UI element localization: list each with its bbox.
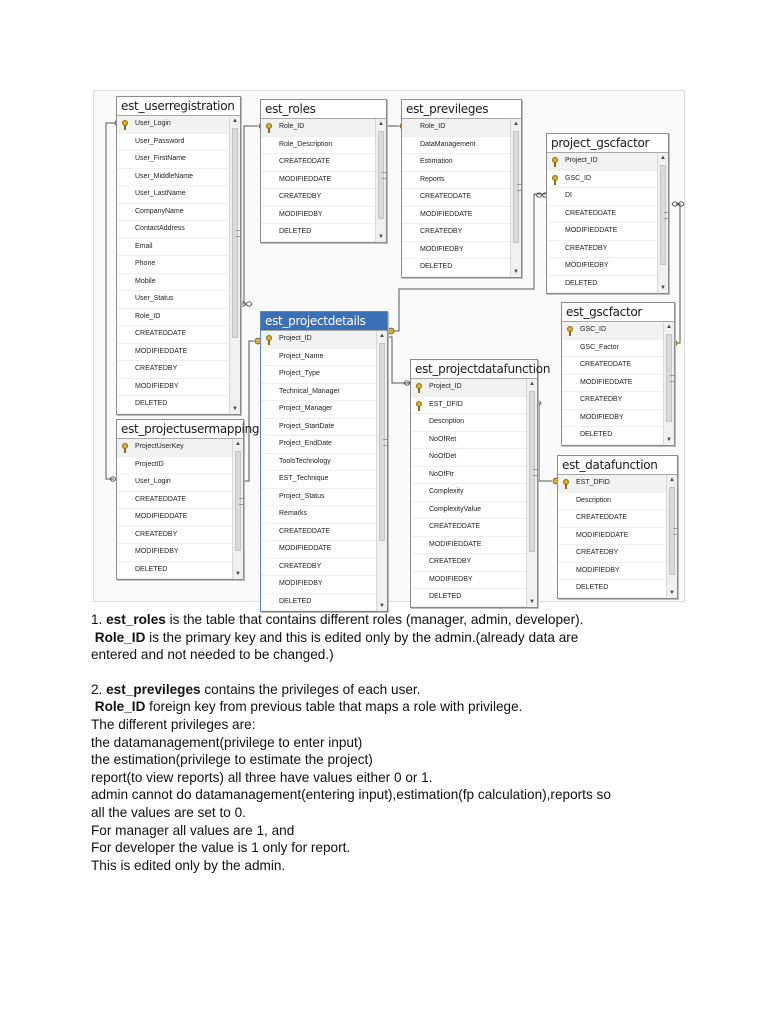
table-column[interactable]: EST_Technique xyxy=(261,471,376,489)
rel-project-datafunction-line xyxy=(387,337,410,383)
table-scrollbar[interactable] xyxy=(657,153,668,293)
scroll-grip-icon xyxy=(664,212,668,219)
table-title[interactable]: est_previleges xyxy=(402,100,521,119)
table-column[interactable]: DELETED xyxy=(558,580,666,598)
para-2-line: This is edited only by the admin. xyxy=(91,857,286,873)
scroll-down-arrow-icon[interactable]: ▼ xyxy=(660,285,666,291)
table-scrollbar[interactable] xyxy=(375,119,386,242)
table-title[interactable]: est_projectdatafunction xyxy=(411,360,537,379)
table-est-roles[interactable] xyxy=(260,99,387,243)
scroll-up-arrow-icon[interactable]: ▲ xyxy=(235,441,241,447)
scroll-grip-icon xyxy=(236,230,240,237)
table-column[interactable]: User_FirstName xyxy=(117,151,229,169)
table-column[interactable]: ProjectID xyxy=(117,457,232,475)
table-column[interactable]: CREATEDBY xyxy=(261,559,376,577)
table-column[interactable]: DELETED xyxy=(261,224,375,242)
database-diagram xyxy=(93,90,685,609)
table-column[interactable]: CREATEDBY xyxy=(261,189,375,207)
table-column[interactable]: GSC_Factor xyxy=(562,340,663,358)
table-column[interactable]: DELETED xyxy=(402,259,510,277)
table-column[interactable]: Role_ID xyxy=(402,119,510,137)
table-column[interactable]: MODIFIEDDATE xyxy=(261,541,376,559)
table-column[interactable]: NoOfRet xyxy=(411,432,526,450)
table-column[interactable]: CREATEDBY xyxy=(117,527,232,545)
table-column[interactable]: Technical_Manager xyxy=(261,384,376,402)
table-column[interactable]: CREATEDBY xyxy=(411,554,526,572)
para-2-line-2: Role_ID foreign key from previous table that maps a role with privilege. xyxy=(94,699,523,715)
table-column[interactable]: CREATEDDATE xyxy=(547,206,657,224)
scroll-up-arrow-icon[interactable]: ▲ xyxy=(513,121,519,127)
table-column[interactable]: CREATEDBY xyxy=(402,224,510,242)
table-title[interactable]: project_gscfactor xyxy=(547,134,668,153)
para-2-line: admin cannot do datamanagement(entering input),estimation(fp calculation),reports so xyxy=(91,787,611,803)
table-column[interactable]: DELETED xyxy=(117,396,229,414)
table-scrollbar[interactable] xyxy=(229,116,240,414)
table-column[interactable]: MODIFIEDBY xyxy=(558,563,666,581)
primary-key-column[interactable]: Project_ID xyxy=(261,331,376,349)
table-column[interactable]: MODIFIEDDATE xyxy=(562,375,663,393)
table-column[interactable]: Project_Manager xyxy=(261,401,376,419)
table-column[interactable]: DELETED xyxy=(117,562,232,580)
table-column[interactable]: MODIFIEDDATE xyxy=(558,528,666,546)
table-column[interactable]: MODIFIEDBY xyxy=(261,207,375,225)
primary-key-column[interactable]: EST_DFID xyxy=(411,397,526,415)
scroll-up-arrow-icon[interactable]: ▲ xyxy=(232,118,238,124)
infinity-endpoint-icon xyxy=(672,202,684,207)
table-column[interactable]: Project_StartDate xyxy=(261,419,376,437)
table-column[interactable]: CREATEDBY xyxy=(562,392,663,410)
table-column[interactable]: Description xyxy=(558,493,666,511)
table-column[interactable]: DELETED xyxy=(411,589,526,607)
table-column[interactable]: MODIFIEDBY xyxy=(117,379,229,397)
scroll-thumb[interactable] xyxy=(379,343,385,541)
para-2-line: For manager all values are 1, and xyxy=(91,822,295,838)
para-2-line: The different privileges are: xyxy=(91,716,256,732)
scroll-thumb[interactable] xyxy=(235,451,241,551)
table-column[interactable]: User_MiddleName xyxy=(117,169,229,187)
scroll-up-arrow-icon[interactable]: ▲ xyxy=(660,155,666,161)
scroll-up-arrow-icon[interactable]: ▲ xyxy=(669,477,675,483)
primary-key-column[interactable]: GSC_ID xyxy=(562,322,663,340)
scroll-down-arrow-icon[interactable]: ▼ xyxy=(235,571,241,577)
table-column[interactable]: Complexity xyxy=(411,484,526,502)
scroll-thumb[interactable] xyxy=(669,487,675,575)
table-scrollbar[interactable] xyxy=(232,439,243,579)
table-column[interactable]: CREATEDDATE xyxy=(117,326,229,344)
table-column[interactable]: CREATEDDATE xyxy=(261,524,376,542)
table-est-previleges[interactable] xyxy=(401,99,522,278)
key-endpoint-icon xyxy=(388,328,394,334)
table-column[interactable]: CREATEDBY xyxy=(547,241,657,259)
table-scrollbar[interactable] xyxy=(376,331,387,611)
table-column[interactable]: Estimation xyxy=(402,154,510,172)
table-column[interactable]: MODIFIEDBY xyxy=(547,258,657,276)
table-column[interactable]: CREATEDDATE xyxy=(562,357,663,375)
table-column[interactable]: ToolsTechnology xyxy=(261,454,376,472)
table-column[interactable]: CREATEDDATE xyxy=(411,519,526,537)
scroll-grip-icon xyxy=(239,498,243,505)
para-1-line-3: entered and not needed to be changed.) xyxy=(91,647,334,663)
primary-key-column[interactable]: EST_DFID xyxy=(558,475,666,493)
scroll-thumb[interactable] xyxy=(529,391,535,552)
table-column[interactable]: CREATEDDATE xyxy=(117,492,232,510)
table-column[interactable]: User_LastName xyxy=(117,186,229,204)
para-2-line-1: 2. est_previleges contains the privileges of each user. xyxy=(91,681,421,697)
table-column[interactable]: Email xyxy=(117,239,229,257)
scroll-down-arrow-icon[interactable]: ▼ xyxy=(666,436,672,443)
rel-role-userreg-line xyxy=(239,126,258,304)
table-est-gscfactor[interactable] xyxy=(561,302,675,446)
table-est-projectdetails[interactable] xyxy=(260,311,388,612)
table-column[interactable]: Phone xyxy=(117,256,229,274)
table-column[interactable]: Project_EndDate xyxy=(261,436,376,454)
primary-key-column[interactable]: GSC_ID xyxy=(547,171,657,189)
table-column[interactable]: MODIFIEDBY xyxy=(562,410,663,428)
table-column[interactable]: Project_Status xyxy=(261,489,376,507)
primary-key-column[interactable]: Role_ID xyxy=(261,119,375,137)
table-est-projectdatafunction[interactable] xyxy=(410,359,551,608)
scroll-down-arrow-icon[interactable]: ▼ xyxy=(529,598,535,605)
table-column[interactable]: Role_ID xyxy=(117,309,229,327)
scroll-grip-icon xyxy=(673,528,677,535)
table-project-gscfactor[interactable] xyxy=(546,133,669,294)
table-column[interactable]: Mobile xyxy=(117,274,229,292)
scroll-up-arrow-icon[interactable]: ▲ xyxy=(378,121,384,127)
primary-key-column[interactable]: User_Login xyxy=(117,116,229,134)
table-column[interactable]: ContactAddress xyxy=(117,221,229,239)
table-scrollbar[interactable] xyxy=(666,475,677,598)
table-column[interactable]: DataManagement xyxy=(402,137,510,155)
scroll-down-arrow-icon[interactable]: ▼ xyxy=(379,603,385,609)
table-title[interactable]: est_projectdetails xyxy=(261,312,387,331)
table-title[interactable]: est_projectusermapping xyxy=(117,420,243,439)
table-column[interactable]: MODIFIEDBY xyxy=(261,576,376,594)
para-2-line: all the values are set to 0. xyxy=(91,804,246,820)
description-text xyxy=(91,611,681,874)
scroll-grip-icon xyxy=(382,172,386,179)
table-column[interactable]: MODIFIEDBY xyxy=(411,572,526,590)
table-column[interactable]: DELETED xyxy=(261,594,376,612)
para-2-line: For developer the value is 1 only for report. xyxy=(91,840,351,856)
scroll-grip-icon xyxy=(383,439,387,446)
table-column[interactable]: Project_Name xyxy=(261,349,376,367)
para-2-line: the datamanagement(privilege to enter input) xyxy=(91,734,363,750)
scroll-up-arrow-icon[interactable]: ▲ xyxy=(666,324,672,330)
scroll-up-arrow-icon[interactable]: ▲ xyxy=(529,381,535,387)
scroll-down-arrow-icon[interactable]: ▼ xyxy=(378,233,384,240)
table-est-userregistration[interactable] xyxy=(116,96,241,415)
table-column[interactable]: MODIFIEDBY xyxy=(402,242,510,260)
table-column[interactable]: CompanyName xyxy=(117,204,229,222)
scroll-thumb[interactable] xyxy=(666,334,672,422)
table-scrollbar[interactable] xyxy=(663,322,674,445)
scroll-grip-icon xyxy=(670,375,674,382)
table-column[interactable]: MODIFIEDDATE xyxy=(547,223,657,241)
table-column[interactable]: CREATEDDATE xyxy=(402,189,510,207)
table-column[interactable]: Remarks xyxy=(261,506,376,524)
table-column[interactable]: CREATEDDATE xyxy=(558,510,666,528)
scroll-grip-icon xyxy=(517,184,521,191)
table-column[interactable]: MODIFIEDDATE xyxy=(261,172,375,190)
table-column[interactable]: NoOfDet xyxy=(411,449,526,467)
table-scrollbar[interactable] xyxy=(526,379,537,607)
table-title[interactable]: est_userregistration xyxy=(117,97,240,116)
scroll-thumb[interactable] xyxy=(232,128,238,338)
table-est-projectusermapping[interactable] xyxy=(116,419,260,580)
table-title[interactable]: est_datafunction xyxy=(558,456,677,475)
table-column[interactable]: User_Status xyxy=(117,291,229,309)
scroll-down-arrow-icon[interactable]: ▼ xyxy=(513,268,519,275)
table-column[interactable]: CREATEDDATE xyxy=(261,154,375,172)
table-column[interactable]: CREATEDBY xyxy=(558,545,666,563)
table-column[interactable]: DELETED xyxy=(547,276,657,294)
para-2-line: report(to view reports) all three have values either 0 or 1. xyxy=(91,769,433,785)
table-column[interactable]: DI xyxy=(547,188,657,206)
table-column[interactable]: ComplexityValue xyxy=(411,502,526,520)
table-scrollbar[interactable] xyxy=(510,119,521,277)
para-2-line: the estimation(privilege to estimate the project) xyxy=(91,752,373,768)
scroll-thumb[interactable] xyxy=(378,131,384,219)
primary-key-column[interactable]: Project_ID xyxy=(411,379,526,397)
primary-key-column[interactable]: ProjectUserKey xyxy=(117,439,232,457)
scroll-up-arrow-icon[interactable]: ▲ xyxy=(379,333,385,339)
table-est-datafunction[interactable] xyxy=(557,455,678,599)
table-column[interactable]: MODIFIEDBY xyxy=(117,544,232,562)
table-column[interactable]: MODIFIEDDATE xyxy=(411,537,526,555)
scroll-grip-icon xyxy=(533,469,537,476)
scroll-down-arrow-icon[interactable]: ▼ xyxy=(669,589,675,596)
primary-key-column[interactable]: Project_ID xyxy=(547,153,657,171)
table-title[interactable]: est_roles xyxy=(261,100,386,119)
table-column[interactable]: User_Login xyxy=(117,474,232,492)
table-column[interactable]: DELETED xyxy=(562,427,663,445)
table-column[interactable]: MODIFIEDDATE xyxy=(402,207,510,225)
scroll-down-arrow-icon[interactable]: ▼ xyxy=(232,405,238,412)
table-column[interactable]: CREATEDBY xyxy=(117,361,229,379)
table-column[interactable]: NoOfFtr xyxy=(411,467,526,485)
table-column[interactable]: MODIFIEDDATE xyxy=(117,509,232,527)
table-column[interactable]: Project_Type xyxy=(261,366,376,384)
scroll-thumb[interactable] xyxy=(513,131,519,243)
table-column[interactable]: Reports xyxy=(402,172,510,190)
para-1-line-2: Role_ID is the primary key and this is edited only by the admin.(already data are xyxy=(94,629,579,645)
scroll-thumb[interactable] xyxy=(660,165,666,265)
para-1-line-1: 1. est_roles is the table that contains different roles (manager, admin, developer). xyxy=(91,612,584,627)
table-column[interactable]: MODIFIEDDATE xyxy=(117,344,229,362)
table-column[interactable]: Description xyxy=(411,414,526,432)
table-column[interactable]: Role_Description xyxy=(261,137,375,155)
table-column[interactable]: User_Password xyxy=(117,134,229,152)
table-title[interactable]: est_gscfactor xyxy=(562,303,674,322)
